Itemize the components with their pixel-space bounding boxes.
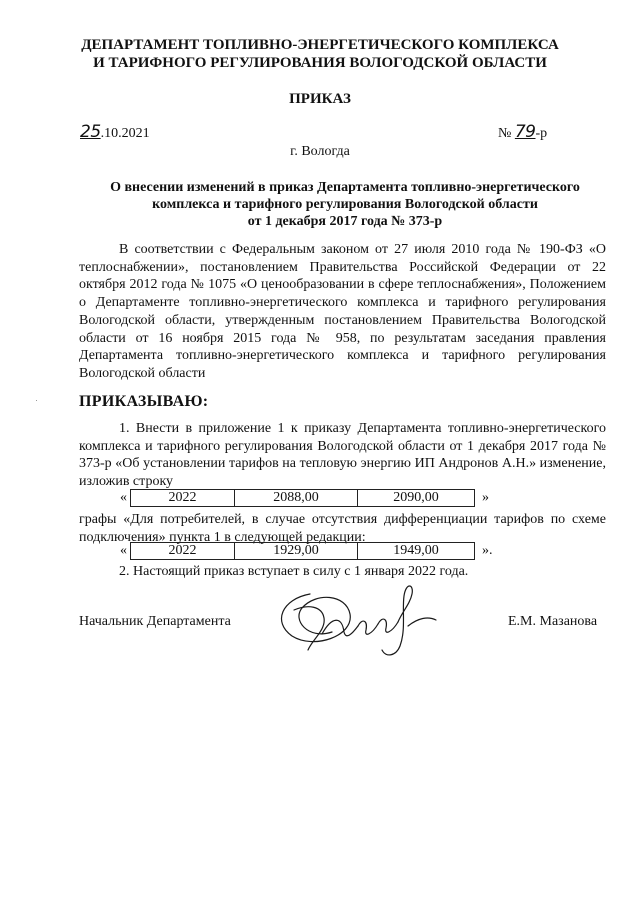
- signatory-position: Начальник Департамента: [79, 614, 231, 629]
- number-value: 79: [514, 122, 536, 142]
- row-new-value-1: 1929,00: [235, 542, 358, 560]
- date-rest: .10.2021: [100, 126, 150, 141]
- item-2-paragraph: 2. Настоящий приказ вступает в силу с 1 января 2022 года.: [119, 564, 469, 579]
- document-title: ПРИКАЗ: [289, 91, 351, 107]
- signatory-name: Е.М. Мазанова: [508, 614, 598, 629]
- table-row-new: [120, 541, 493, 561]
- preamble-paragraph: В соответствии с Федеральным законом от 27 июля 2010 года № 190-ФЗ «О теплоснабжении», постановлением Правительства Российской Федерации от 22 октября 2012 года № 1075 «О ценообразовании в сфере теплоснабжения», Положением о Департаменте топливно-энергетического комплекса и тарифного регулирования Вологодской области, утвержденным постановлением Правительства Вологодской области от 16 ноября 2015 года № 958, по результатам заседания правления Департамента топливно-энергетического комплекса и тарифного регулирования Вологодской области: [79, 242, 606, 381]
- number-suffix: -р: [535, 126, 548, 141]
- row-old-value-1: 2088,00: [235, 489, 358, 507]
- department-header: [0, 36, 640, 72]
- row-new-open-quote: «: [120, 543, 127, 558]
- subject-line-2: комплекса и тарифного регулирования Вологодской области: [152, 197, 538, 212]
- signature-drawing: [262, 574, 452, 664]
- date-day: 25: [80, 122, 101, 142]
- document-date: [80, 122, 150, 142]
- department-line-2: И ТАРИФНОГО РЕГУЛИРОВАНИЯ ВОЛОГОДСКОЙ ОБЛАСТИ: [93, 55, 547, 71]
- row-new-close-quote: ».: [482, 543, 493, 558]
- row-new-cells: [130, 542, 475, 560]
- row-new-value-2: 1949,00: [358, 542, 475, 560]
- row-old-value-2: 2090,00: [358, 489, 475, 507]
- item-1-paragraph: 1. Внести в приложение 1 к приказу Департамента топливно-энергетического комплекса и тарифного регулирования Вологодской области от 1 декабря 2017 года № 373-р «Об установлении тарифов на тепловую энергию ИП Андронов А.Н.» изменение, изложив строку: [79, 421, 606, 490]
- order-subject: [60, 179, 630, 230]
- row-old-year: 2022: [130, 489, 235, 507]
- item-1-middle-text: графы «Для потребителей, в случае отсутствия дифференциации тарифов по схеме подключения» пункта 1 в следующей редакции:: [79, 512, 606, 545]
- row-new-year: 2022: [130, 542, 235, 560]
- order-word: ПРИКАЗЫВАЮ:: [79, 393, 209, 410]
- row-old-open-quote: «: [120, 490, 127, 505]
- handwritten-signature: [262, 574, 452, 669]
- city: г. Вологда: [290, 144, 350, 159]
- subject-line-3: от 1 декабря 2017 года № 373-р: [247, 214, 443, 229]
- row-old-close-quote: »: [482, 490, 489, 505]
- number-prefix: №: [498, 126, 515, 141]
- row-old-cells: [130, 489, 475, 507]
- document-number: [498, 122, 547, 142]
- scan-speck: [36, 400, 37, 401]
- department-line-1: ДЕПАРТАМЕНТ ТОПЛИВНО-ЭНЕРГЕТИЧЕСКОГО КОМПЛЕКСА: [81, 37, 559, 53]
- subject-line-1: О внесении изменений в приказ Департамента топливно-энергетического: [110, 180, 580, 195]
- table-row-old: [120, 488, 489, 508]
